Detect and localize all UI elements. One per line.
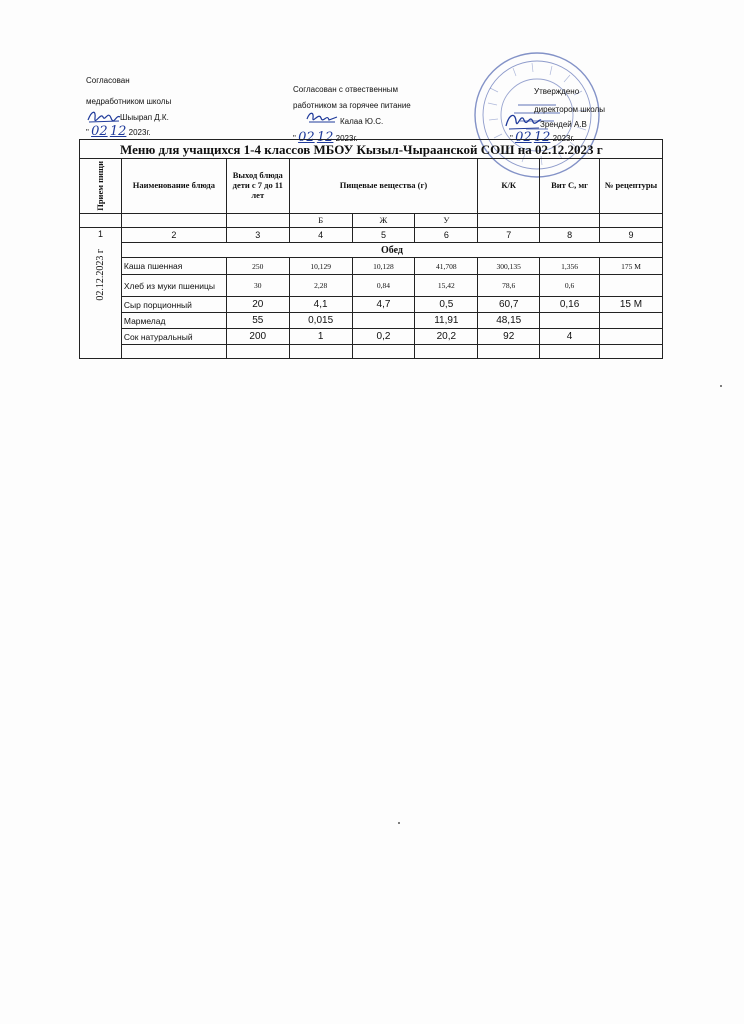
- row-1-zh: 0,84: [352, 275, 415, 297]
- col-num-7: 7: [478, 228, 540, 243]
- empty-cell: [226, 345, 289, 359]
- row-4-b: 1: [289, 329, 352, 345]
- col-num-1: 1: [97, 229, 103, 239]
- subheader-empty-8: [540, 214, 600, 228]
- left-approval-date: [86, 125, 151, 138]
- right-approval-line1: Утверждено: [534, 87, 580, 96]
- left-approval-line1: Согласован: [86, 76, 130, 85]
- scan-speck: [720, 385, 722, 387]
- section-row: [80, 243, 663, 258]
- row-1-recipe: [600, 275, 663, 297]
- table-row: [80, 313, 663, 329]
- date-vertical: 02.12.2023 г: [94, 249, 106, 301]
- row-1-vitc: 0,6: [540, 275, 600, 297]
- right-approval-line2: директором школы: [534, 105, 605, 114]
- table-row: [80, 258, 663, 275]
- middle-approval-signer: Калаа Ю.С.: [340, 117, 384, 126]
- col-num-2: 2: [121, 228, 226, 243]
- row-2-name: Сыр порционный: [121, 297, 226, 313]
- row-3-recipe: [600, 313, 663, 329]
- empty-cell: [352, 345, 415, 359]
- empty-cell: [289, 345, 352, 359]
- subheader-empty-9: [600, 214, 663, 228]
- row-3-zh: [352, 313, 415, 329]
- header-nutrients: Пищевые вещества (г): [289, 159, 478, 214]
- row-0-vitc: 1,356: [540, 258, 600, 275]
- row-4-recipe: [600, 329, 663, 345]
- row-2-recipe: 15 М: [600, 297, 663, 313]
- title-frame: [79, 139, 663, 158]
- left-quote: ": [86, 128, 89, 137]
- right-date-day: 02: [515, 130, 532, 145]
- subheader-empty-2: [121, 214, 226, 228]
- right-date-year: 2023г.: [552, 134, 575, 143]
- header-yield: Выход блюда дети с 7 до 11 лет: [226, 159, 289, 214]
- right-quote: ": [510, 134, 513, 143]
- row-4-name: Сок натуральный: [121, 329, 226, 345]
- row-1-name: Хлеб из муки пшеницы: [121, 275, 226, 297]
- col-num-9: 9: [600, 228, 663, 243]
- header-recipe: № рецептуры: [600, 159, 663, 214]
- row-4-kk: 92: [478, 329, 540, 345]
- empty-cell: [600, 345, 663, 359]
- left-date-year: 2023г.: [128, 128, 151, 137]
- empty-cell: [540, 345, 600, 359]
- subheader-empty-3: [226, 214, 289, 228]
- col-num-6: 6: [415, 228, 478, 243]
- row-1-kk: 78,6: [478, 275, 540, 297]
- middle-signature-icon: [305, 109, 341, 127]
- row-2-zh: 4,7: [352, 297, 415, 313]
- table-row: [80, 275, 663, 297]
- col-num-4: 4: [289, 228, 352, 243]
- header-dish: Наименование блюда: [121, 159, 226, 214]
- date-cell: [80, 228, 122, 359]
- row-0-b: 10,129: [289, 258, 352, 275]
- row-2-vitc: 0,16: [540, 297, 600, 313]
- scan-speck: [398, 822, 400, 824]
- header-vitc: Вит С, мг: [540, 159, 600, 214]
- row-3-vitc: [540, 313, 600, 329]
- row-2-yield: 20: [226, 297, 289, 313]
- row-4-vitc: 4: [540, 329, 600, 345]
- row-0-recipe: 175 М: [600, 258, 663, 275]
- left-date-month: 12: [109, 124, 127, 139]
- subheader-u: У: [415, 214, 478, 228]
- middle-approval-line1: Согласован с отвественным: [293, 85, 399, 94]
- subheader-empty-7: [478, 214, 540, 228]
- row-1-u: 15,42: [415, 275, 478, 297]
- row-4-u: 20,2: [415, 329, 478, 345]
- row-4-zh: 0,2: [352, 329, 415, 345]
- empty-cell: [478, 345, 540, 359]
- table-row: [80, 297, 663, 313]
- row-3-name: Мармелад: [121, 313, 226, 329]
- row-3-u: 11,91: [415, 313, 478, 329]
- empty-cell: [415, 345, 478, 359]
- row-2-kk: 60,7: [478, 297, 540, 313]
- table-row: [80, 329, 663, 345]
- row-0-yield: 250: [226, 258, 289, 275]
- header-kk: К/К: [478, 159, 540, 214]
- left-approval-line2: медработником школы: [86, 97, 172, 106]
- row-3-yield: 55: [226, 313, 289, 329]
- subheader-empty-1: [80, 214, 122, 228]
- menu-table: [79, 158, 663, 359]
- left-approval-signer: Шыырап Д.К.: [120, 113, 169, 122]
- row-0-u: 41,708: [415, 258, 478, 275]
- header-meal: [80, 159, 122, 214]
- menu-table-wrapper: [79, 139, 663, 379]
- middle-date-year: 2023г.: [335, 134, 358, 143]
- section-title: Обед: [121, 243, 662, 258]
- empty-cell: [121, 345, 226, 359]
- header-meal-text: Прием пищи: [94, 161, 105, 211]
- row-3-kk: 48,15: [478, 313, 540, 329]
- row-2-b: 4,1: [289, 297, 352, 313]
- col-num-5: 5: [352, 228, 415, 243]
- row-1-b: 2,28: [289, 275, 352, 297]
- right-approval-signer: Зрендей А.В: [540, 120, 587, 129]
- row-3-b: 0,015: [289, 313, 352, 329]
- left-date-day: 02: [91, 124, 108, 139]
- row-0-name: Каша пшенная: [121, 258, 226, 275]
- col-num-8: 8: [540, 228, 600, 243]
- subheader-row: [80, 214, 663, 228]
- header-row: [80, 159, 663, 214]
- right-date-month: 12: [533, 130, 551, 145]
- row-4-yield: 200: [226, 329, 289, 345]
- col-num-3: 3: [226, 228, 289, 243]
- row-2-u: 0,5: [415, 297, 478, 313]
- row-0-kk: 300,135: [478, 258, 540, 275]
- middle-approval-line2: работником за горячее питание: [293, 101, 411, 110]
- row-1-yield: 30: [226, 275, 289, 297]
- table-row-empty: [80, 345, 663, 359]
- middle-date-day: 02: [298, 130, 315, 145]
- subheader-zh: Ж: [352, 214, 415, 228]
- subheader-b: Б: [289, 214, 352, 228]
- row-0-zh: 10,128: [352, 258, 415, 275]
- column-numbers-row: [80, 228, 663, 243]
- middle-date-month: 12: [316, 130, 334, 145]
- middle-quote: ": [293, 134, 296, 143]
- menu-title: Меню для учащихся 1-4 классов МБОУ Кызыл-Чыраанской СОШ на 02.12.2023 г: [120, 142, 603, 157]
